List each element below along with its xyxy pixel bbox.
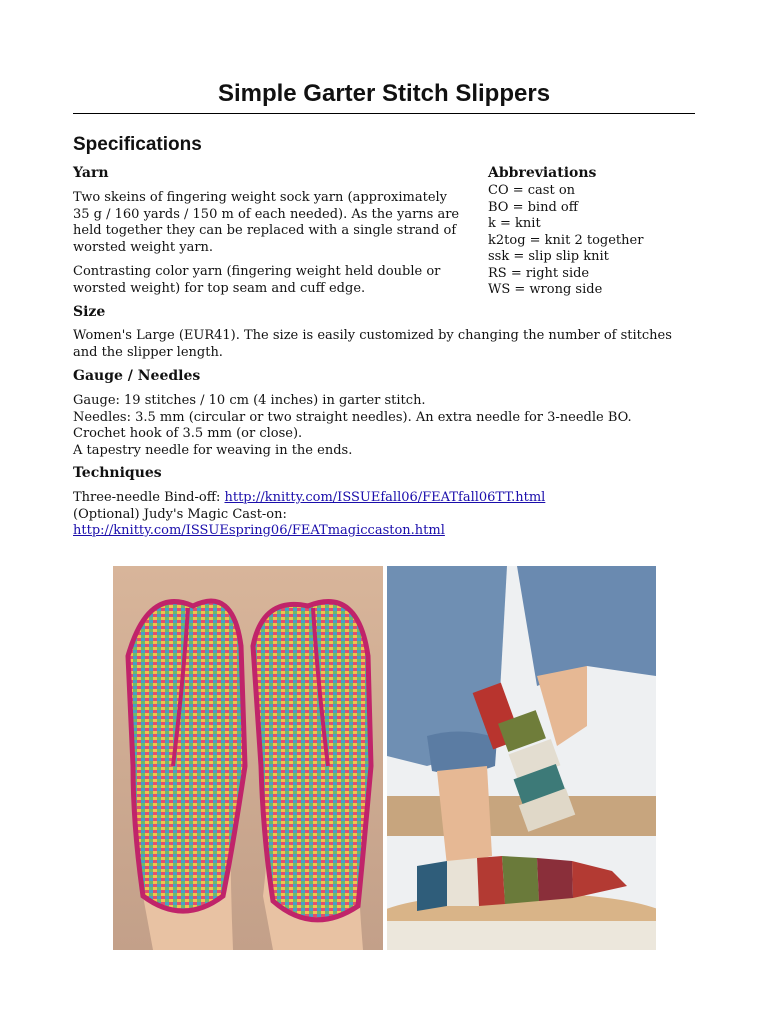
techniques-paragraph bbox=[73, 490, 545, 540]
gauge-line: Needles: 3.5 mm (circular or two straight needles). An extra needle for 3-needle BO. bbox=[73, 409, 632, 425]
gauge-line: A tapestry needle for weaving in the ends. bbox=[73, 442, 353, 458]
abbreviation-item: k2tog = knit 2 together bbox=[488, 232, 644, 248]
abbreviation-item: k = knit bbox=[488, 216, 541, 231]
abbreviation-item: WS = wrong side bbox=[488, 282, 603, 297]
bindoff-link[interactable]: http://knitty.com/ISSUEfall06/FEATfall06TT.html bbox=[224, 490, 546, 505]
yarn-line: Contrasting color yarn (fingering weight held double or bbox=[73, 264, 441, 279]
yarn-line: 35 g / 160 yards / 150 m of each needed). As the yarns are bbox=[73, 206, 460, 222]
size-line: and the slipper length. bbox=[73, 344, 223, 360]
bindoff-label: Three-needle Bind-off: bbox=[73, 490, 225, 505]
abbreviations-heading: Abbreviations bbox=[488, 165, 597, 181]
gauge-heading: Gauge / Needles bbox=[73, 368, 201, 384]
size-heading: Size bbox=[73, 304, 106, 320]
yarn-line: held together they can be replaced with a single strand of bbox=[73, 223, 457, 238]
yarn-line: worsted weight yarn. bbox=[73, 239, 214, 255]
size-paragraph bbox=[73, 328, 672, 361]
photo-rainbow-slippers bbox=[113, 566, 383, 950]
title-divider bbox=[73, 113, 695, 114]
size-line: Women's Large (EUR41). The size is easily customized by changing the number of stitches bbox=[73, 328, 672, 343]
gauge-paragraph bbox=[73, 393, 632, 459]
magic-caston-link[interactable]: http://knitty.com/ISSUEspring06/FEATmagiccaston.html bbox=[73, 523, 445, 538]
abbreviation-item: BO = bind off bbox=[488, 199, 578, 215]
yarn-line: Two skeins of fingering weight sock yarn (approximately bbox=[73, 190, 448, 205]
gauge-line: Gauge: 19 stitches / 10 cm (4 inches) in garter stitch. bbox=[73, 393, 426, 408]
techniques-heading: Techniques bbox=[73, 465, 162, 481]
abbreviation-item: CO = cast on bbox=[488, 183, 576, 198]
abbreviations-list bbox=[488, 183, 643, 299]
page-title: Simple Garter Stitch Slippers bbox=[217, 80, 551, 107]
magic-castron-label: (Optional) Judy's Magic Cast-on: bbox=[73, 506, 287, 522]
gauge-line: Crochet hook of 3.5 mm (or close). bbox=[73, 426, 303, 441]
abbreviation-item: ssk = slip slip knit bbox=[488, 249, 609, 264]
yarn-heading: Yarn bbox=[73, 165, 109, 181]
yarn-paragraph-1 bbox=[73, 190, 459, 256]
abbreviation-item: RS = right side bbox=[488, 265, 590, 281]
photo-striped-slippers bbox=[387, 566, 656, 950]
specifications-heading: Specifications bbox=[73, 134, 202, 155]
yarn-line: worsted weight) for top seam and cuff edge. bbox=[73, 280, 366, 296]
yarn-paragraph-2 bbox=[73, 264, 440, 297]
